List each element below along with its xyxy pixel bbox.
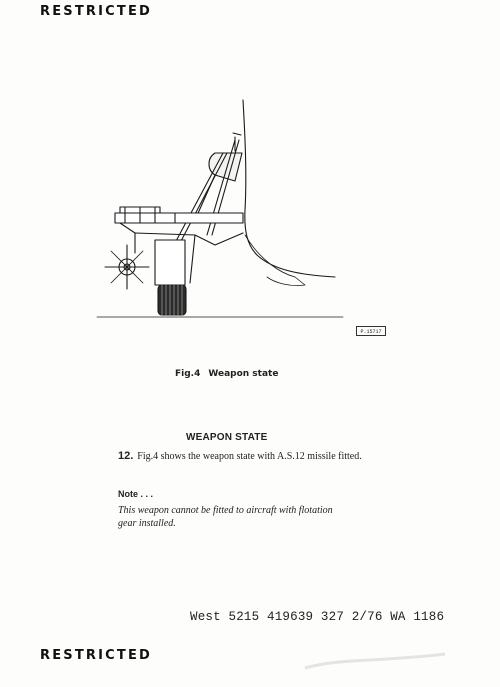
launch-rail: [115, 213, 243, 223]
fuselage-outline: [243, 100, 335, 277]
paragraph-number: 12.: [118, 450, 134, 462]
paper-smudge: [300, 650, 450, 674]
float-body: [155, 240, 185, 285]
figure-number: Fig.4: [175, 369, 201, 379]
classification-footer: RESTRICTED: [40, 648, 153, 663]
figure-title: Weapon state: [208, 369, 279, 379]
section-heading: WEAPON STATE: [186, 432, 268, 443]
paragraph-12: [118, 450, 363, 463]
weapon-state-illustration: [95, 95, 345, 325]
missile-nose: [105, 245, 149, 289]
strut-1: [175, 153, 223, 243]
print-stamp: West 5215 419639 327 2/76 WA 1186: [190, 610, 445, 624]
paragraph-text: Fig.4 shows the weapon state with A.S.12 missile fitted.: [137, 451, 362, 462]
note-text: This weapon cannot be fitted to aircraft with flotation gear installed.: [118, 505, 333, 529]
classification-header: RESTRICTED: [40, 4, 153, 19]
wheel: [158, 285, 186, 315]
note-label: Note . . .: [118, 489, 154, 499]
plate-number: P.15717: [356, 326, 386, 336]
figure-caption: [175, 369, 278, 379]
